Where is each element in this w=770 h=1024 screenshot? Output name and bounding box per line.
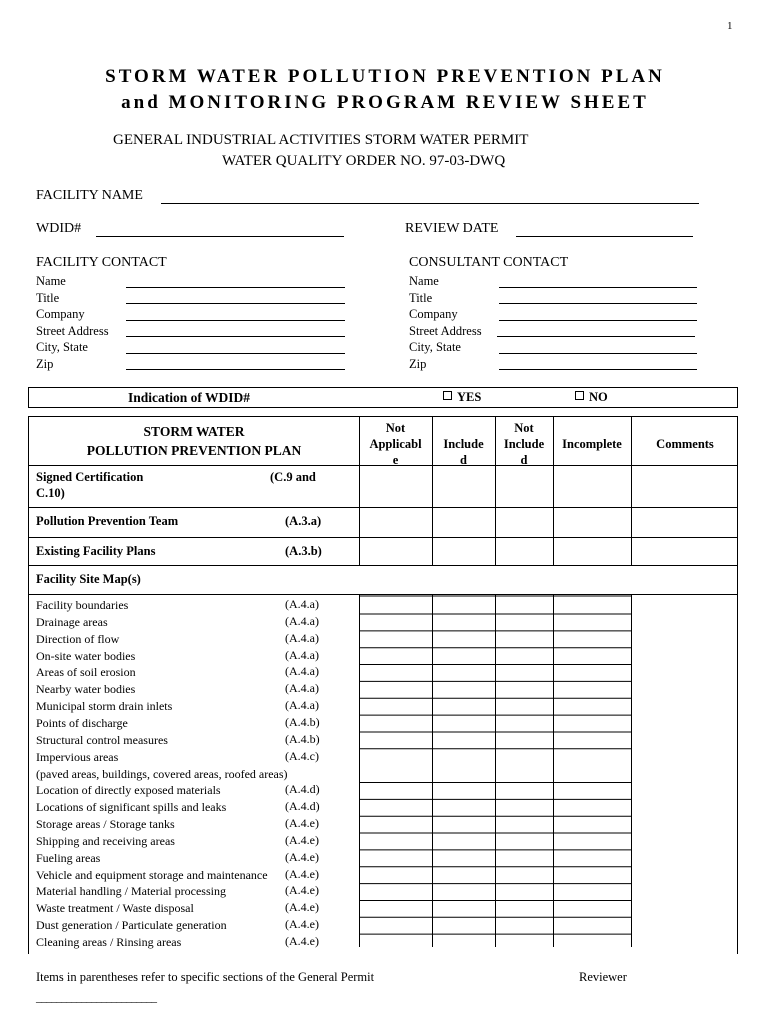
yes-checkbox[interactable]: [443, 391, 452, 400]
site-map-item-ref: (A.4.a): [285, 681, 319, 696]
cell-divider: [553, 508, 554, 537]
reviewer-label: Reviewer: [579, 970, 627, 984]
site-map-items-block: [28, 594, 738, 954]
signed-cert-label: Signed Certification: [36, 470, 144, 484]
site-map-item-ref: (A.4.a): [285, 647, 319, 662]
header-ni-3: d: [520, 453, 528, 467]
site-map-item-label: Areas of soil erosion: [36, 665, 136, 680]
cell-divider: [359, 538, 360, 565]
signed-cert-ref: (C.9 and: [270, 470, 316, 484]
header-na-2: Applicabl: [369, 437, 422, 451]
wdid-label: WDID#: [36, 221, 82, 236]
site-map-item-ref: (A.4.d): [285, 799, 320, 814]
cc-name-label: Name: [409, 274, 439, 288]
pollution-team-label: Pollution Prevention Team: [36, 514, 179, 528]
fc-city-label: City, State: [36, 340, 88, 355]
header-not-applicable: [359, 420, 432, 468]
cc-zip-label: Zip: [409, 356, 427, 371]
site-map-item-label: Nearby water bodies: [36, 682, 136, 697]
facility-contact-labels: [36, 273, 109, 373]
header-inc-2: d: [460, 453, 467, 467]
site-map-item-ref: (A.4.e): [285, 883, 319, 898]
site-map-item-ref: (A.4.e): [285, 866, 319, 881]
fc-city-field[interactable]: [126, 353, 345, 354]
header-incomplete: Incomplete: [562, 437, 622, 451]
fc-title-field[interactable]: [126, 303, 345, 304]
fc-zip-field[interactable]: [126, 369, 345, 370]
cc-title-label: Title: [409, 290, 433, 305]
subtitle-line2: WATER QUALITY ORDER NO. 97-03-DWQ: [222, 153, 506, 169]
pollution-team-ref: (A.3.a): [285, 514, 322, 528]
consultant-contact-labels: [409, 273, 482, 373]
cc-city-label: City, State: [409, 340, 461, 355]
cell-divider: [495, 508, 496, 537]
cell-divider: [553, 538, 554, 565]
site-map-item-label: Impervious areas: [36, 749, 119, 764]
header-na-3: e: [392, 453, 399, 467]
header-na-1: Not: [385, 421, 406, 435]
fc-name-field[interactable]: [126, 287, 345, 288]
site-map-item-ref: (A.4.e): [285, 849, 319, 864]
site-map-item-label: Direction of flow: [36, 631, 120, 646]
page-number: 1: [727, 20, 733, 32]
no-checkbox[interactable]: [575, 391, 584, 400]
cc-company-field[interactable]: [499, 320, 697, 321]
site-map-item-ref: (A.4.a): [285, 597, 319, 611]
cc-title-field[interactable]: [499, 303, 697, 304]
cell-divider: [359, 508, 360, 537]
document-title-line2: and MONITORING PROGRAM REVIEW SHEET: [121, 92, 649, 113]
site-map-item-ref: (A.4.e): [285, 934, 319, 948]
site-map-item-label: Facility boundaries: [36, 598, 129, 612]
fc-street-field[interactable]: [126, 336, 345, 337]
table-header: [28, 416, 738, 466]
cell-divider: [432, 466, 433, 507]
existing-plans-label: Existing Facility Plans: [36, 544, 156, 558]
cell-divider: [631, 538, 632, 565]
header-inc-1: Include: [443, 437, 484, 451]
cell-divider: [495, 466, 496, 507]
site-map-item-label: Points of discharge: [36, 715, 128, 730]
site-map-item-label: Waste treatment / Waste disposal: [36, 901, 194, 916]
table-row-site-maps: [28, 565, 738, 595]
header-comments: Comments: [656, 437, 714, 451]
header-plan-line1: STORM WATER: [143, 424, 245, 439]
no-option[interactable]: [575, 390, 608, 405]
site-map-item-label: On-site water bodies: [36, 648, 136, 663]
site-map-item-ref: (A.4.a): [285, 664, 319, 679]
cc-street-label: Street Address: [409, 323, 482, 338]
site-map-item-label: Shipping and receiving areas: [36, 833, 175, 848]
site-map-item-label: Fueling areas: [36, 850, 101, 865]
table-row-signed-cert: [28, 465, 738, 508]
site-map-item-label: Material handling / Material processing: [36, 884, 226, 899]
signed-cert-ref-cont: C.10): [36, 486, 65, 500]
site-map-item-label: (paved areas, buildings, covered areas, roofed areas): [36, 766, 288, 781]
header-plan-title: [29, 422, 359, 460]
site-map-item-ref: (A.4.a): [285, 613, 319, 628]
site-map-item-ref: (A.4.b): [285, 731, 320, 746]
review-date-label: REVIEW DATE: [405, 221, 499, 236]
review-date-field[interactable]: [516, 236, 693, 237]
cc-zip-field[interactable]: [499, 369, 697, 370]
fc-title-label: Title: [36, 290, 60, 305]
cell-divider: [432, 538, 433, 565]
table-row-pollution-team: [28, 507, 738, 538]
header-ni-2: Include: [503, 437, 545, 451]
cc-street-field[interactable]: [497, 336, 695, 337]
cell-divider: [432, 508, 433, 537]
header-included: [432, 436, 495, 468]
site-map-item-label: Cleaning areas / Rinsing areas: [36, 935, 182, 949]
header-not-included: [495, 420, 553, 468]
site-map-item-ref: (A.4.b): [285, 714, 320, 729]
facility-contact-heading: FACILITY CONTACT: [36, 255, 167, 270]
cc-city-field[interactable]: [499, 353, 697, 354]
cc-company-label: Company: [409, 307, 458, 322]
fc-name-label: Name: [36, 274, 66, 288]
fc-street-label: Street Address: [36, 323, 109, 338]
site-map-item-ref: (A.4.d): [285, 782, 320, 797]
yes-option[interactable]: [443, 390, 481, 405]
consultant-contact-heading: CONSULTANT CONTACT: [409, 255, 569, 270]
site-map-item-ref: (A.4.e): [285, 832, 319, 847]
site-map-item-label: Vehicle and equipment storage and maintenance: [36, 867, 268, 882]
facility-name-label: FACILITY NAME: [36, 188, 143, 203]
site-map-item-label: Municipal storm drain inlets: [36, 699, 173, 714]
footer-note: Items in parentheses refer to specific sections of the General Permit: [36, 970, 375, 984]
cell-divider: [553, 466, 554, 507]
site-map-item-label: Locations of significant spills and leaks: [36, 800, 227, 815]
header-plan-line2: POLLUTION PREVENTION PLAN: [86, 443, 302, 458]
site-map-item-label: Location of directly exposed materials: [36, 783, 221, 798]
site-map-item-label: Structural control measures: [36, 732, 168, 747]
site-map-item-ref: (A.4.e): [285, 816, 319, 831]
site-map-item-ref: (A.4.c): [285, 748, 319, 763]
site-map-item-ref: (A.4.e): [285, 917, 319, 932]
site-map-item-label: Drainage areas: [36, 614, 108, 629]
document-title-line1: STORM WATER POLLUTION PREVENTION PLAN: [105, 66, 665, 87]
site-map-item-ref: (A.4.e): [285, 900, 319, 915]
facility-name-field[interactable]: [161, 203, 699, 204]
cc-name-field[interactable]: [499, 287, 697, 288]
wdid-indication-box: [28, 387, 738, 408]
fc-company-field[interactable]: [126, 320, 345, 321]
wdid-field[interactable]: [96, 236, 344, 237]
site-map-item-ref: (A.4.a): [285, 630, 319, 645]
fc-zip-label: Zip: [36, 356, 54, 371]
site-map-item-label: Storage areas / Storage tanks: [36, 817, 175, 832]
fc-company-label: Company: [36, 307, 85, 322]
cell-divider: [359, 466, 360, 507]
reviewer-signature-line[interactable]: ________________________: [36, 990, 156, 1004]
header-ni-1: Not: [514, 421, 534, 435]
site-map-item-ref: (A.4.a): [285, 698, 319, 713]
yes-label: YES: [457, 390, 482, 404]
site-maps-label: Facility Site Map(s): [36, 572, 141, 586]
table-row-existing-plans: [28, 537, 738, 566]
no-label: NO: [589, 390, 608, 404]
existing-plans-ref: (A.3.b): [285, 544, 322, 558]
item-grid-lines: [29, 595, 739, 955]
wdid-indication-label: Indication of WDID#: [128, 390, 251, 405]
subtitle-line1: GENERAL INDUSTRIAL ACTIVITIES STORM WATER PERMIT: [113, 132, 529, 148]
cell-divider: [631, 508, 632, 537]
cell-divider: [495, 538, 496, 565]
site-map-item-label: Dust generation / Particulate generation: [36, 918, 227, 933]
cell-divider: [631, 466, 632, 507]
